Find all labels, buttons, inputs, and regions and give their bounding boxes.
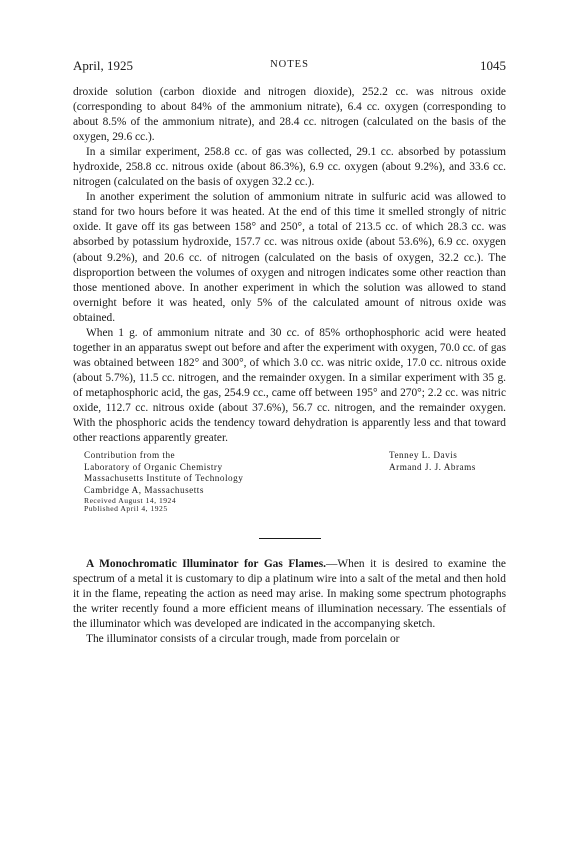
- affiliation-line: Cambridge A, Massachusetts: [84, 484, 204, 495]
- running-head: [73, 58, 506, 76]
- body-text: —When it is desired to examine the spectrum of a metal it is customary to dip a platinum wire into a salt of the metal and then hold it in the flame, repeating the action as need may arise. In making some spectrum photographs the writer recently found a more efficient means of illumination necessary. The essentials of the illuminator which was developed are indicated in the accompanying sketch.: [73, 558, 506, 631]
- body-paragraph: When 1 g. of ammonium nitrate and 30 cc. of 85% orthophosphoric acid were heated together in an apparatus swept out before and after the experiment with oxygen, 70.0 cc. of gas was obtained between 182° and 300°, of which 3.0 cc. was nitric oxide, 17.0 cc. nitrous oxide (about 5.7%), 11.5 cc. nitrogen, and the remainder oxygen. In a similar experiment with 35 g. of metaphosphoric acid, the gas, 254.9 cc., came off between 195° and 270°; 2.2 cc. was nitric oxide, 112.7 cc. nitrous oxide (about 37.6%), 56.7 cc. nitrogen, and the remainder oxygen. With the phosphoric acids the tendency toward dehydration is apparently less and that toward other reactions apparently greater.: [73, 326, 507, 445]
- body-paragraph: droxide solution (carbon dioxide and nitrogen dioxide), 252.2 cc. was nitrous oxide (corresponding to about 84% of the ammonium nitrate), 6.4 cc. oxygen (corresponding to about 8.5% of the ammonium nitrate), and 28.4 cc. nitrogen (calculated on the basis of the oxygen, 29.6 cc.).: [73, 86, 506, 144]
- section-name: NOTES: [270, 59, 309, 70]
- author-name: Armand J. J. Abrams: [389, 461, 476, 472]
- body-paragraph: The illuminator consists of a circular trough, made from porcelain or: [86, 633, 400, 646]
- body-paragraph: In a similar experiment, 258.8 cc. of gas was collected, 29.1 cc. absorbed by potassium hydroxide, 258.8 cc. nitrous oxide (about 86.3%), 6.9 cc. oxygen (about 9.2%), and 33.6 cc. nitrogen (calculated on the basis of oxygen 32.2 cc.).: [73, 146, 506, 189]
- issue-date: April, 1925: [73, 58, 133, 73]
- affiliation: [84, 450, 243, 514]
- contribution-block: [73, 450, 506, 532]
- received-date: Received August 14, 1924: [84, 495, 177, 505]
- affiliation-line: Contribution from the: [84, 450, 176, 461]
- body-paragraph: [73, 557, 506, 632]
- page-number: 1045: [480, 58, 506, 73]
- affiliation-line: Laboratory of Organic Chemistry: [84, 461, 223, 472]
- journal-page: [73, 58, 506, 647]
- authors: [389, 450, 476, 473]
- published-date: Published April 4, 1925: [84, 504, 168, 514]
- body-paragraph: In another experiment the solution of ammonium nitrate in sulfuric acid was allowed to stand for two hours before it was heated. At the end of this time it smelled strongly of nitric oxide. It gave off its gas between 158° and 250°, a total of 213.5 cc. of which 28.3 cc. was absorbed by potassium hydroxide, 157.7 cc. was nitrous oxide (about 53.6%), 6.9 cc. oxygen (about 9.2%), and 20.6 cc. of nitrogen (calculated on the basis of oxygen, 32.2 cc.). The disproportion between the volumes of oxygen and nitrogen indicates some other reaction than those mentioned above. In another experiment in which the solution was allowed to stand overnight before it was heated, only 5% of the calculated amount of nitrous oxide was obtained.: [73, 191, 506, 324]
- section-title: A Monochromatic Illuminator for Gas Flames.: [86, 558, 326, 571]
- author-name: Tenney L. Davis: [389, 450, 458, 461]
- note-section: [73, 557, 506, 647]
- section-divider: [259, 538, 321, 539]
- affiliation-line: Massachusetts Institute of Technology: [84, 473, 244, 484]
